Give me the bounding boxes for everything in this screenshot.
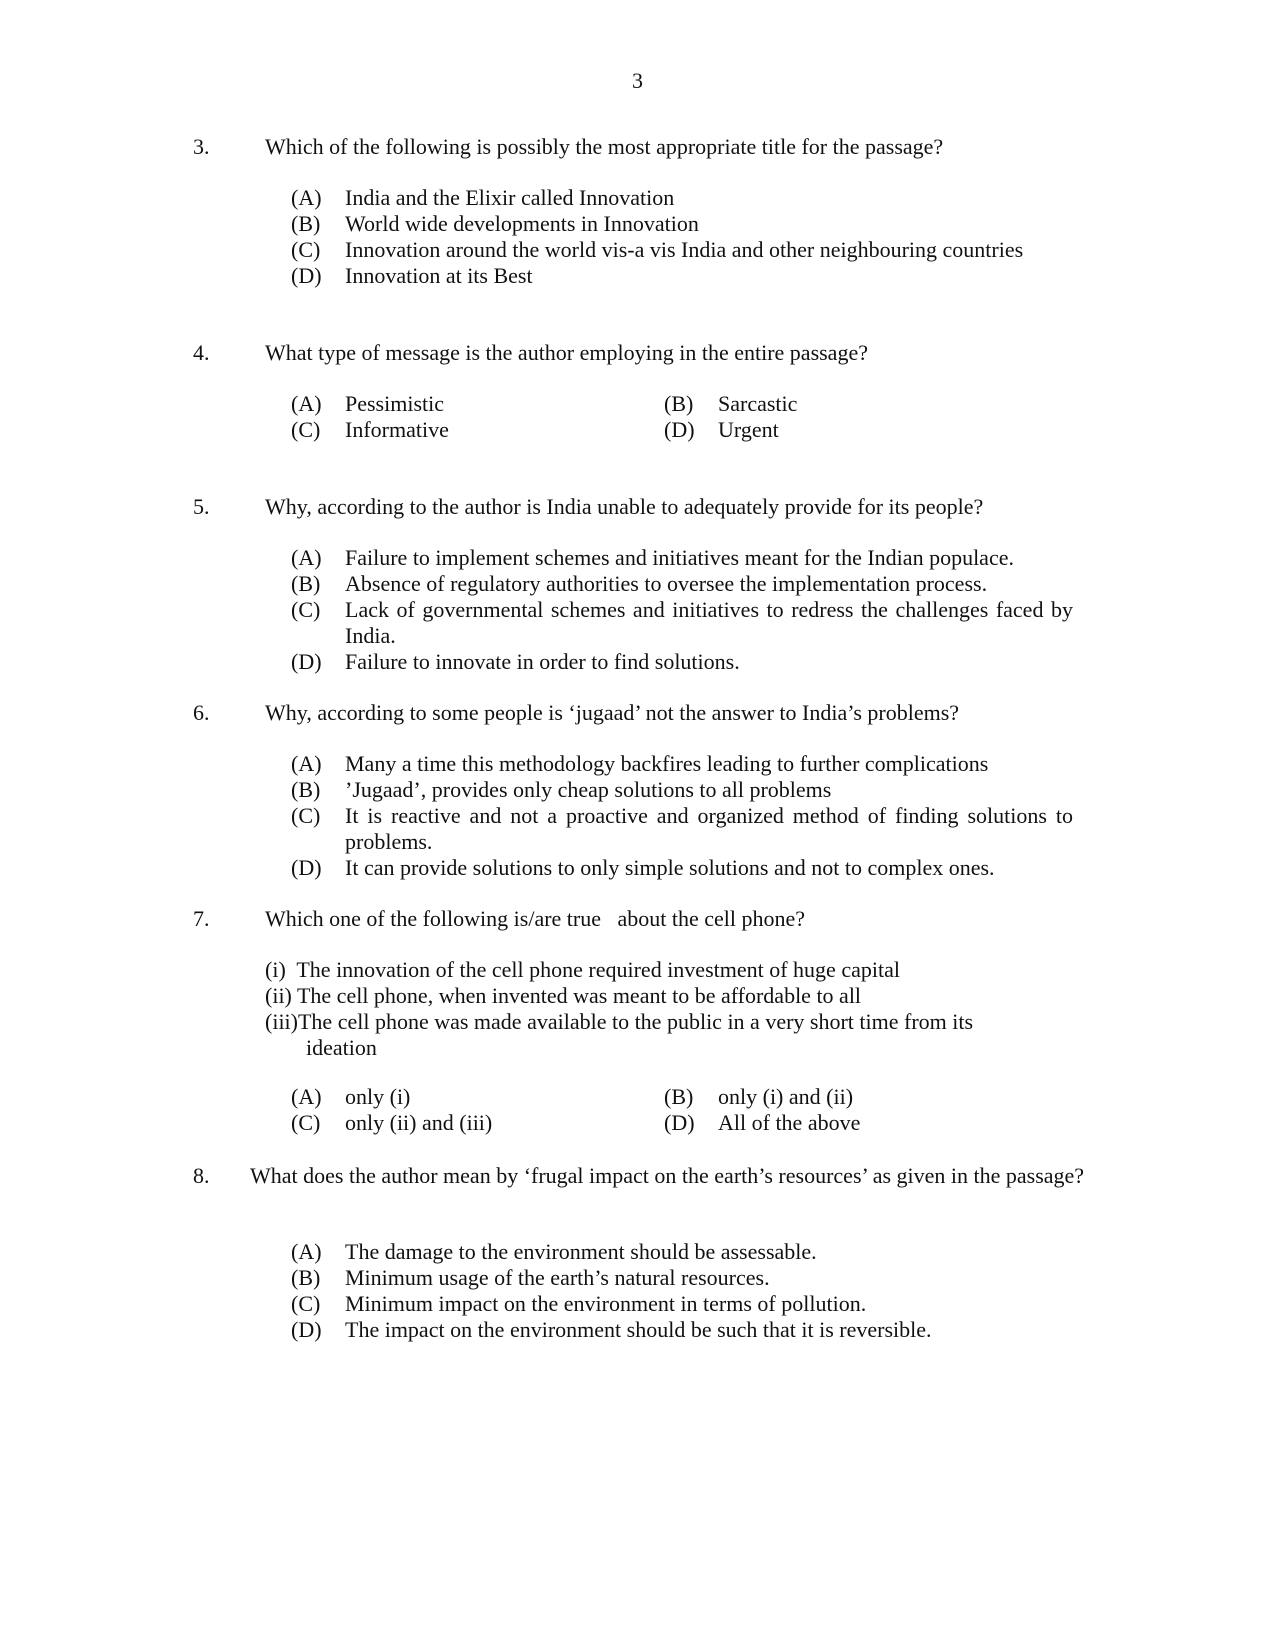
question-text: Which one of the following is/are true about the cell phone? (265, 906, 806, 931)
option-d: (D) The impact on the environment should be such that it is reversible. (291, 1317, 932, 1342)
question-text: What type of message is the author employing in the entire passage? (265, 340, 868, 365)
option-c: (C) Minimum impact on the environment in terms of pollution. (291, 1291, 867, 1316)
statement-iii: (iii)The cell phone was made available to the public in a very short time from its (265, 1009, 974, 1034)
option-c: (C) It is reactive and not a proactive and organized method of finding solutions to problems. (291, 803, 1073, 854)
option-a: (A) India and the Elixir called Innovation (291, 185, 675, 210)
option-list (291, 1239, 1073, 1343)
statement-iii-continued: ideation (306, 1035, 377, 1060)
question-text: Why, according to the author is India unable to adequately provide for its people? (265, 494, 984, 519)
question-number: 4. (193, 340, 210, 365)
option-list (291, 545, 1073, 675)
option-c: (C) Lack of governmental schemes and initiatives to redress the challenges faced by India. (291, 597, 1073, 648)
question-text: Why, according to some people is ‘jugaad’ not the answer to India’s problems? (265, 700, 960, 725)
option-d: (D) Failure to innovate in order to find solutions. (291, 649, 740, 674)
option-b: (B) ’Jugaad’, provides only cheap solutions to all problems (291, 777, 832, 802)
statement-ii: (ii) The cell phone, when invented was meant to be affordable to all (265, 983, 862, 1008)
statement-list (265, 957, 1025, 1061)
option-b: (B) World wide developments in Innovation (291, 211, 699, 236)
question-number: 7. (193, 906, 210, 931)
option-list (291, 185, 1073, 289)
option-a: (A) The damage to the environment should be assessable. (291, 1239, 817, 1264)
option-b: (B) Absence of regulatory authorities to oversee the implementation process. (291, 571, 988, 596)
option-list (291, 751, 1073, 881)
question-number: 5. (193, 494, 210, 519)
question-text: What does the author mean by ‘frugal impact on the earth’s resources’ as given in the passage? (250, 1163, 1085, 1188)
question-number: 3. (193, 134, 210, 159)
option-c: (C) Innovation around the world vis-a vis India and other neighbouring countries (291, 237, 1024, 262)
option-grid: (A) Pessimistic (B) Sarcastic (C) Informative (D) Urgent (291, 391, 798, 442)
option-d: (D) It can provide solutions to only simple solutions and not to complex ones. (291, 855, 995, 880)
option-b: (B) Minimum usage of the earth’s natural resources. (291, 1265, 770, 1290)
statement-i: (i) The innovation of the cell phone required investment of huge capital (265, 957, 900, 982)
option-d: (D) Innovation at its Best (291, 263, 533, 288)
question-text: Which of the following is possibly the most appropriate title for the passage? (265, 134, 944, 159)
question-number: 6. (193, 700, 210, 725)
question-number: 8. (193, 1163, 210, 1188)
option-a: (A) Many a time this methodology backfires leading to further complications (291, 751, 989, 776)
page-number: 3 (632, 68, 643, 93)
option-grid: (A) only (i) (B) only (i) and (ii) (C) only (ii) and (iii) (D) All of the above (291, 1084, 861, 1135)
option-a: (A) Failure to implement schemes and initiatives meant for the Indian populace. (291, 545, 1014, 570)
